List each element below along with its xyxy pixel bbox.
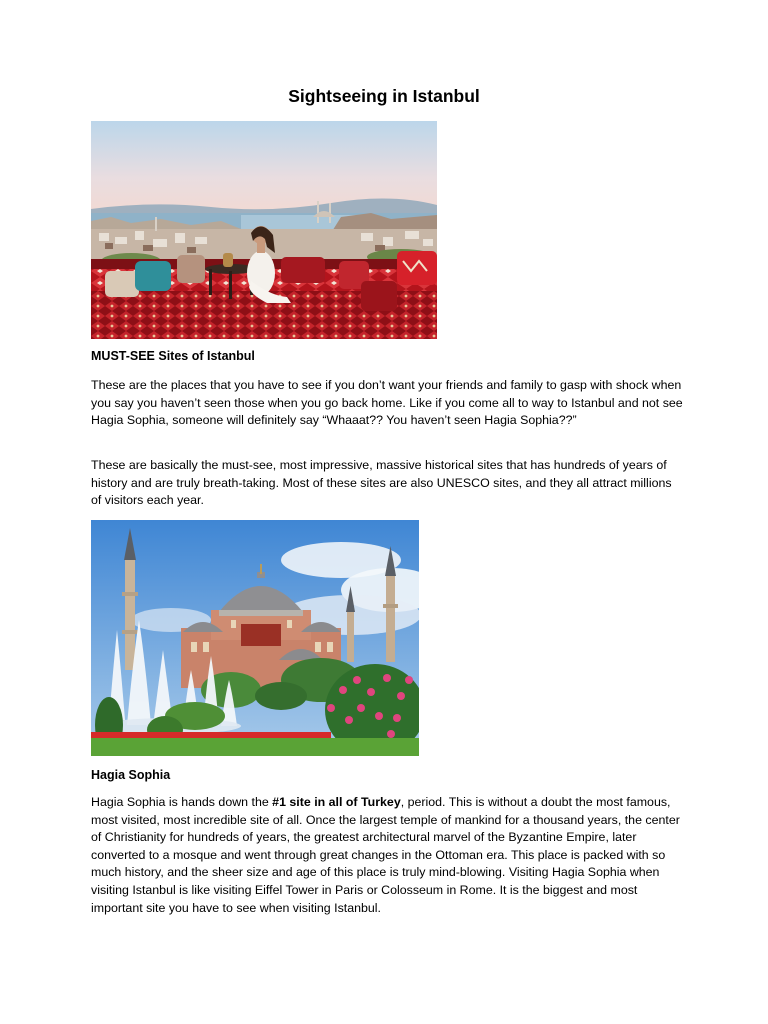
paragraph-hagia-sophia-bold: #1 site in all of Turkey	[272, 795, 401, 809]
hagia-sophia-photo	[91, 520, 419, 756]
section-heading-must-see: MUST-SEE Sites of Istanbul	[91, 349, 255, 363]
paragraph-must-see-details: These are basically the must-see, most impressive, massive historical sites that has hundreds of years of history and are truly breath-taking. Most of these sites are also UNESCO sites, and they all attract millions of visitors each year.	[91, 458, 672, 508]
rooftop-terrace-photo	[91, 121, 437, 339]
paragraph-hagia-sophia-rest: , period. This is without a doubt the most famous, most visited, most incredible site of all. Once the largest temple of mankind for a thousand years, the center of Christianity for hundreds of years, the greatest architectural marvel of the Byzantine Empire, later converted to a mosque and went through great changes in the Ottoman era. This place is packed with so much history, and the sheer size and age of this place is truly mind-blowing. Visiting Hagia Sophia when visiting Istanbul is like visiting Eiffel Tower in Paris or Colosseum in Rome. It is the biggest and most important site you have to see when visiting Istanbul.	[91, 795, 680, 915]
paragraph-hagia-sophia-start: Hagia Sophia is hands down the	[91, 795, 273, 809]
paragraph-hagia-sophia	[91, 794, 683, 917]
paragraph-must-see-intro: These are the places that you have to see if you don’t want your friends and family to gasp with shock when you say you haven’t seen those when you go back home. Like if you come all to way to Istanbul and not see Hagia Sophia, someone will definitely say “Whaaat?? You haven’t seen Hagia Sophia??”	[91, 378, 683, 428]
section-heading-hagia-sophia: Hagia Sophia	[91, 768, 171, 782]
page-title: Sightseeing in Istanbul	[288, 86, 480, 106]
